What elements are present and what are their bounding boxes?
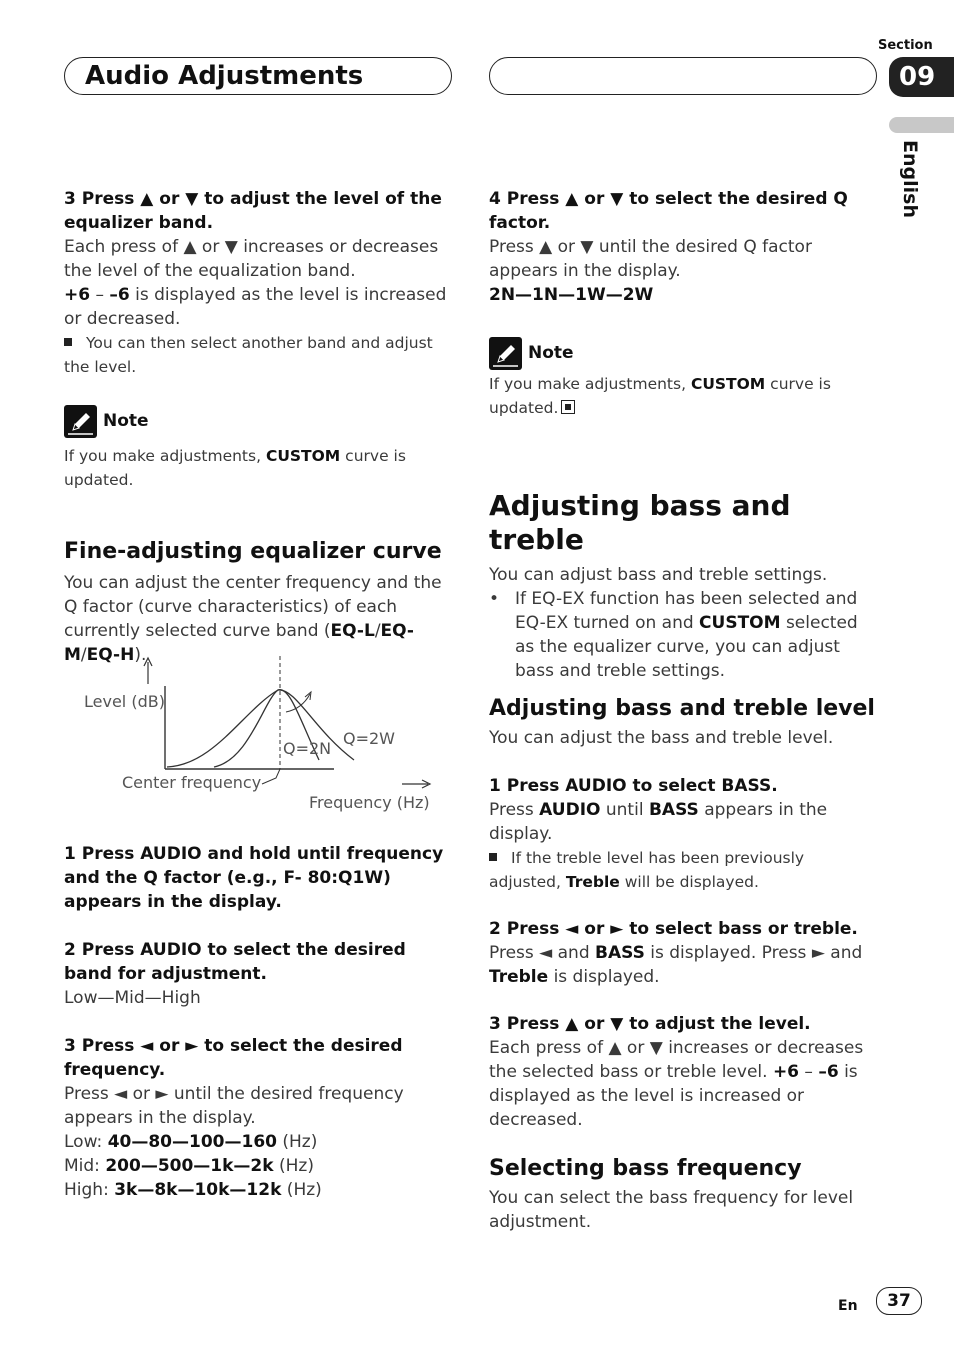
right-note-body: If you make adjustments, CUSTOM curve is updated. bbox=[489, 375, 831, 417]
right-step3-title: 3 Press ▲ or ▼ to adjust the level. bbox=[489, 1014, 811, 1034]
left-steps bbox=[64, 842, 454, 1202]
left-step3-title: 3 Press ▲ or ▼ to adjust the level of the equalizer band. bbox=[64, 189, 442, 233]
bass-treble-level-intro: You can adjust the bass and treble level. bbox=[489, 728, 834, 748]
right-note bbox=[489, 336, 879, 420]
language-tab-marker bbox=[889, 117, 954, 133]
bass-treble-section bbox=[489, 489, 879, 683]
bass-frequency-body: You can select the bass frequency for level adjustment. bbox=[489, 1188, 854, 1232]
language-label: English bbox=[899, 140, 921, 218]
footer-language-code: En bbox=[838, 1298, 858, 1314]
section-label: Section bbox=[878, 38, 933, 53]
page-header-title: Audio Adjustments bbox=[85, 61, 364, 91]
fine-adjust-body: You can adjust the center frequency and the Q factor (curve characteristics) of each currently selected curve band (EQ-L/EQ-M/EQ-H). bbox=[64, 573, 442, 665]
center-frequency-label: Center frequency bbox=[122, 773, 262, 792]
q2n-label: Q=2N bbox=[283, 739, 332, 758]
bass-treble-level-section bbox=[489, 695, 879, 1132]
left-step3b-title: 3 Press ◄ or ► to select the desired frequency. bbox=[64, 1036, 403, 1080]
right-step3-body: Each press of ▲ or ▼ increases or decreases the selected bass or treble level. +6 – –6 is displayed as the level is increased or decreased. bbox=[489, 1038, 864, 1130]
right-step4-title: 4 Press ▲ or ▼ to select the desired Q factor. bbox=[489, 189, 848, 233]
eq-curve-diagram bbox=[64, 650, 454, 820]
left-step2-title: 2 Press AUDIO to select the desired band for adjustment. bbox=[64, 940, 406, 984]
right-step1-title: 1 Press AUDIO to select BASS. bbox=[489, 776, 778, 796]
right-step1-body: Press AUDIO until BASS appears in the display. bbox=[489, 800, 828, 844]
end-mark-icon bbox=[561, 400, 575, 414]
bass-treble-intro: You can adjust bass and treble settings. bbox=[489, 565, 828, 585]
q2w-label: Q=2W bbox=[343, 729, 395, 748]
left-step3-range: +6 – –6 is displayed as the level is increased or decreased. bbox=[64, 285, 447, 329]
bass-treble-level-heading: Adjusting bass and treble level bbox=[489, 696, 875, 721]
high-frequency-values: High: 3k—8k—10k—12k (Hz) bbox=[64, 1180, 322, 1200]
bass-frequency-heading: Selecting bass frequency bbox=[489, 1156, 802, 1181]
left-step2-body: Low—Mid—High bbox=[64, 988, 201, 1008]
note-pencil-icon bbox=[64, 405, 97, 438]
right-step4 bbox=[489, 187, 879, 307]
low-frequency-values: Low: 40—80—100—160 (Hz) bbox=[64, 1132, 318, 1152]
level-db-label: Level (dB) bbox=[84, 692, 165, 711]
right-step4-body: Press ▲ or ▼ until the desired Q factor appears in the display. bbox=[489, 237, 812, 281]
note-label: Note bbox=[528, 343, 574, 363]
section-number-tab: 09 bbox=[889, 57, 954, 97]
right-step2-body: Press ◄ and BASS is displayed. Press ► and Treble is displayed. bbox=[489, 943, 863, 987]
fine-adjust-section bbox=[64, 538, 454, 667]
left-step1-title: 1 Press AUDIO and hold until frequency and the Q factor (e.g., F- 80:Q1W) appears in the display. bbox=[64, 844, 444, 912]
bass-frequency-section bbox=[489, 1155, 879, 1234]
mid-frequency-values: Mid: 200—500—1k—2k (Hz) bbox=[64, 1156, 314, 1176]
right-step2-title: 2 Press ◄ or ► to select bass or treble. bbox=[489, 919, 858, 939]
frequency-hz-label: Frequency (Hz) bbox=[309, 793, 430, 812]
note-pencil-icon bbox=[489, 337, 522, 370]
header-blank-pill bbox=[489, 57, 877, 95]
left-note-body: If you make adjustments, CUSTOM curve is updated. bbox=[64, 447, 406, 489]
right-step1-subnote: If the treble level has been previously adjusted, Treble will be displayed. bbox=[489, 849, 805, 891]
right-step4-values: 2N—1N—1W—2W bbox=[489, 285, 654, 305]
left-step3-body: Each press of ▲ or ▼ increases or decreases the level of the equalization band. bbox=[64, 237, 439, 281]
page-number: 37 bbox=[876, 1287, 922, 1315]
left-step3-subnote: You can then select another band and adjust the level. bbox=[64, 334, 433, 376]
left-step3b-body: Press ◄ or ► until the desired frequency appears in the display. bbox=[64, 1084, 404, 1128]
fine-adjust-heading: Fine-adjusting equalizer curve bbox=[64, 539, 442, 564]
bass-treble-heading: Adjusting bass and treble bbox=[489, 489, 791, 556]
header-title-pill bbox=[64, 57, 452, 95]
note-label: Note bbox=[103, 411, 149, 431]
left-note bbox=[64, 404, 454, 492]
bass-treble-bullet: • If EQ-EX function has been selected and EQ-EX turned on and CUSTOM selected as the equalizer curve, you can adjust bass and treble settings. bbox=[489, 589, 858, 681]
left-column bbox=[64, 187, 454, 379]
